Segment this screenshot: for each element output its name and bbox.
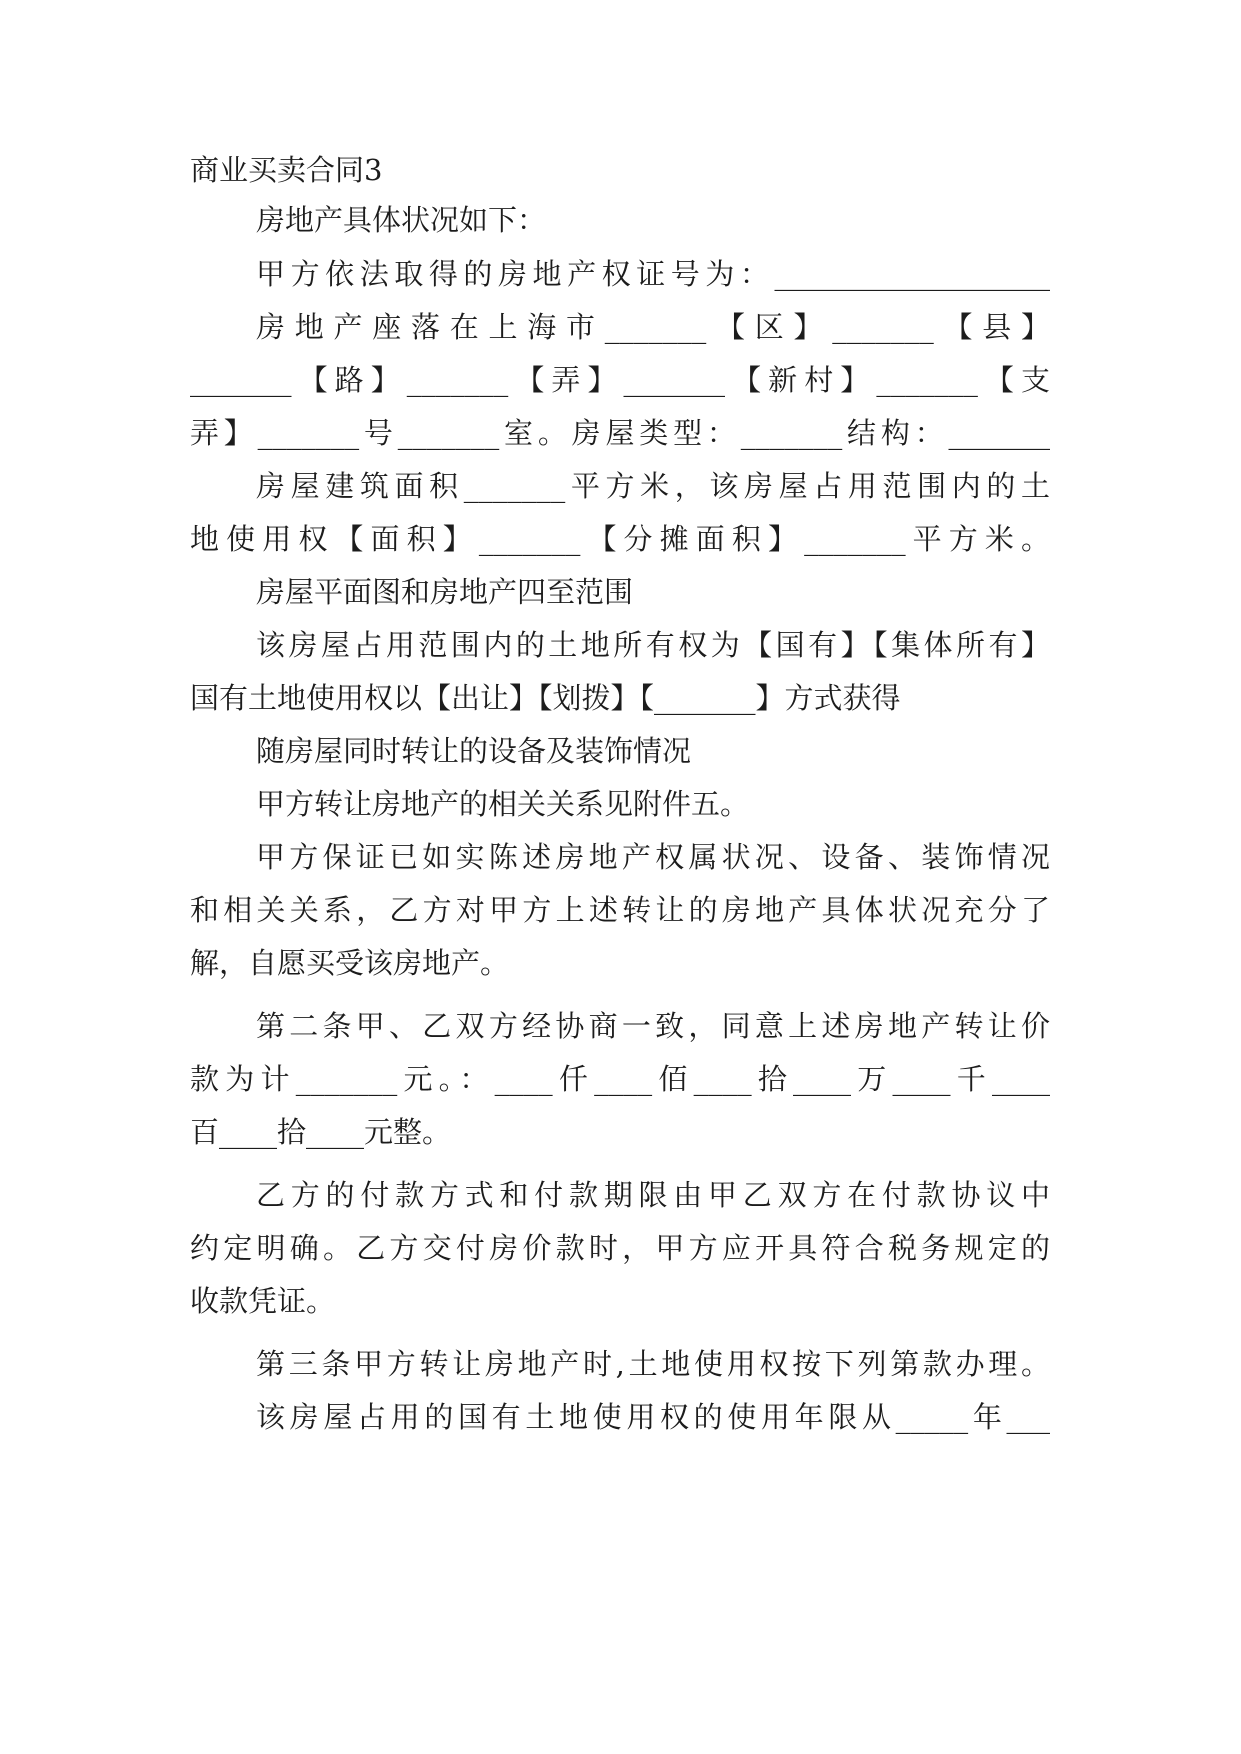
paragraph-line: 房地产具体状况如下： [256, 203, 547, 237]
paragraph-line: 乙方的付款方式和付款期限由甲乙双方在付款协议中 [256, 1178, 1050, 1212]
paragraph-line: 该房屋占用范围内的土地所有权为【国有】【集体所有】 [256, 628, 1050, 662]
paragraph-line: 第二条甲、乙双方经协商一致，同意上述房地产转让价 [256, 1009, 1050, 1043]
paragraph-line: 甲方保证已如实陈述房地产权属状况、设备、装饰情况 [256, 840, 1050, 874]
paragraph-line: 甲方转让房地产的相关关系见附件五。 [256, 787, 750, 821]
paragraph-line: 收款凭证。 [190, 1284, 336, 1318]
paragraph-line: 款为计_______元。：____仟____佰____拾____万____千____ [190, 1062, 1050, 1096]
paragraph-line: 地使用权【面积】_______【分摊面积】_______平方米。 [190, 522, 1050, 556]
paragraph-line: 弄】_______号_______室。房屋类型：_______结构：_______ [190, 416, 1050, 450]
paragraph-line: 随房屋同时转让的设备及装饰情况 [256, 734, 692, 768]
paragraph-line: 国有土地使用权以【出让】【划拨】【_______】方式获得 [190, 681, 901, 715]
paragraph-line: 甲方依法取得的房地产权证号为：___________________ [256, 257, 1050, 291]
paragraph-line: 约定明确。乙方交付房价款时，甲方应开具符合税务规定的 [190, 1231, 1050, 1265]
paragraph-line: 该房屋占用的国有土地使用权的使用年限从_____年___ [256, 1400, 1050, 1434]
paragraph-line: 房地产座落在上海市_______【区】_______【县】 [256, 310, 1050, 344]
paragraph-line: 百____拾____元整。 [190, 1115, 452, 1149]
paragraph-line: 第三条甲方转让房地产时,土地使用权按下列第款办理。 [256, 1347, 1050, 1381]
paragraph-line: _______【路】_______【弄】_______【新村】_______【支 [190, 363, 1050, 397]
paragraph-line: 和相关关系，乙方对甲方上述转让的房地产具体状况充分了 [190, 893, 1050, 927]
paragraph-line: 房屋建筑面积_______平方米，该房屋占用范围内的土 [256, 469, 1050, 503]
document-title: 商业买卖合同3 [190, 153, 383, 187]
paragraph-line: 房屋平面图和房地产四至范围 [256, 575, 634, 609]
paragraph-line: 解，自愿买受该房地产。 [190, 946, 510, 980]
